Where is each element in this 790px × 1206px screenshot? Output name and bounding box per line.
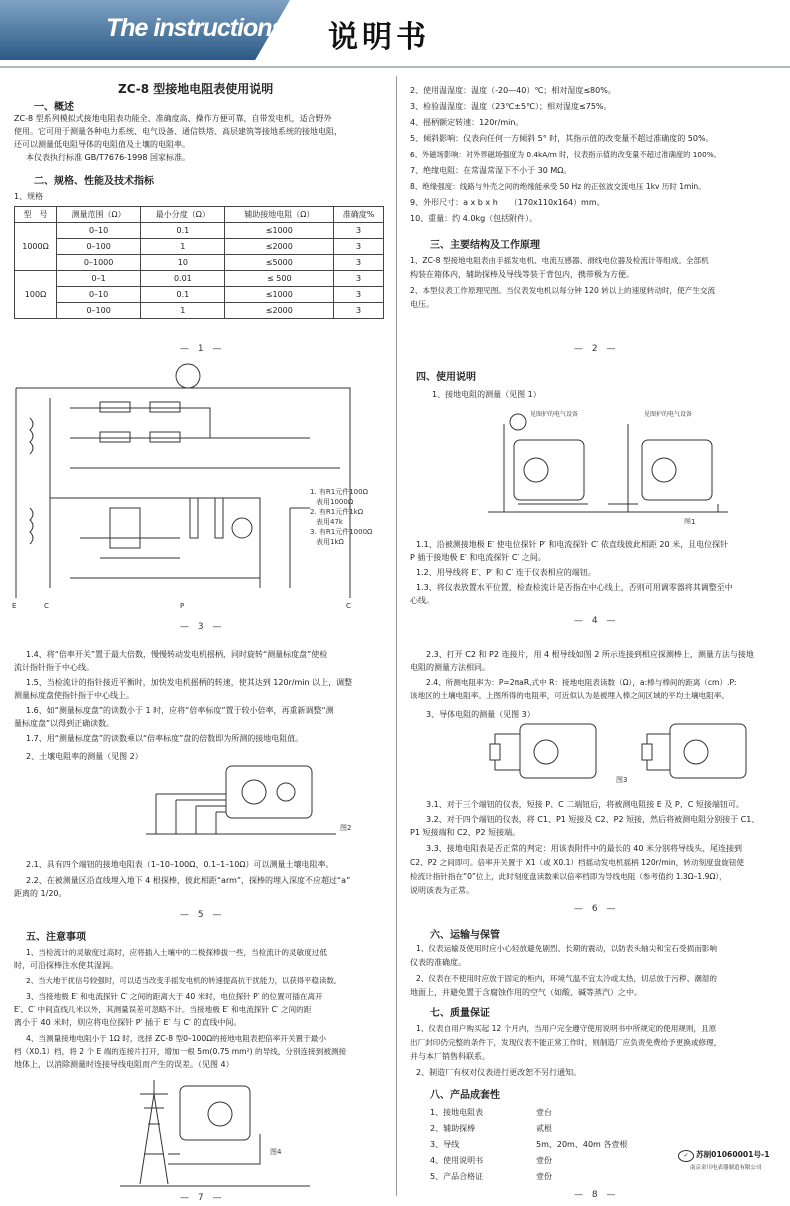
- p5-line-5: 1.6、如“测量标度盘”的读数小于 1 时，应将“倍率标度”置于较小倍率，再重新调整“测: [26, 706, 334, 715]
- p6-line-5: 3、导体电阻的测量（见图 3）: [426, 710, 535, 719]
- kit-item-name: 2、辅助探棒: [430, 1124, 476, 1133]
- circuit-note: 1. 有R1元件100Ω: [310, 488, 368, 496]
- structure-line-4: 电压。: [410, 300, 434, 309]
- table-cell: 3: [334, 271, 384, 287]
- page-number-3: — 3 —: [180, 622, 225, 632]
- structure-line-2: 构装在箱体内，辅助探棒及导线等装于背包内，携带极为方便。: [410, 270, 634, 279]
- p6-line-1: 2.3、打开 C2 和 P2 连接片，用 4 根导线如图 2 所示连接到相应探测棒上，测量方法与接地: [426, 650, 754, 659]
- table-cell: ≤ 500: [225, 271, 334, 287]
- kit-item-name: 5、产品合格证: [430, 1172, 484, 1181]
- p6-line-4: 该地区的土壤电阻率。上图所得的电阻率，可近似认为是被埋入棒之间区域的平均土壤电阻率。: [410, 691, 729, 700]
- kit-item-qty: 壹份: [536, 1172, 552, 1181]
- spec-subtitle: 1、规格: [14, 192, 44, 201]
- table-cell: ≤1000: [225, 223, 334, 239]
- circuit-note: 表用1kΩ: [316, 538, 344, 546]
- intro-line-1: ZC-8 型系列模拟式接地电阻表功能全、准确度高、操作方便可靠，自带发电机，适合野外: [14, 114, 332, 123]
- figure-2: [136, 764, 376, 846]
- kit-item-qty: 5m、20m、40m 各壹根: [536, 1140, 628, 1149]
- table-cell: 0–10: [57, 287, 141, 303]
- table-cell: 0–100: [57, 239, 141, 255]
- terminal-label-c2: C: [346, 602, 351, 610]
- meter-body-fig4: [180, 1086, 250, 1140]
- page4-section: 四、使用说明: [416, 372, 476, 383]
- table-row: [15, 271, 384, 287]
- p8-transport-2: 仪表的准确度。: [410, 958, 466, 967]
- p5-line-6: 量标度盘”以得到正确读数。: [14, 719, 115, 728]
- table-cell: 3: [334, 255, 384, 271]
- usage-line-5: 心线。: [410, 596, 434, 605]
- table-cell: 0–10: [57, 223, 141, 239]
- table-cell: 0.1: [141, 287, 225, 303]
- tower-symbol: [140, 1080, 168, 1184]
- table-cell: 1: [141, 303, 225, 319]
- p7-line-8: 档（X0.1）档，将 2 个 E 端的连接片打开，增加一根 5m(0.75 mm²) 的导线，分别连接到被测接: [14, 1047, 347, 1056]
- page7-section: 五、注意事项: [26, 932, 86, 943]
- table-cell: ≤2000: [225, 303, 334, 319]
- page1-section1: 一、概述: [34, 102, 74, 113]
- spec-item-4: 4、摇柄额定转速：120r/min。: [410, 118, 524, 127]
- figure-1: [488, 404, 738, 524]
- table-header: 最小分度（Ω）: [141, 207, 225, 223]
- terminal-label-p: P: [180, 602, 185, 610]
- p6-after-7: 说明该表为正常。: [410, 886, 474, 895]
- table-cell: 3: [334, 223, 384, 239]
- p6-after-6: 检流计指针指在“0”位上，此时刻度盘读数乘以倍率档即为导线电阻（参考值约 1.3Ω–1.9Ω），: [410, 872, 727, 881]
- p8-warranty-4: 2、制造厂有权对仪表进行更改恕不另行通知。: [416, 1068, 582, 1077]
- page-number-5: — 5 —: [180, 910, 225, 920]
- page-number-2: — 2 —: [574, 344, 619, 354]
- circuit-note: 表用1000Ω: [316, 498, 354, 506]
- spec-table: [14, 206, 384, 319]
- page1-section2: 二、规格、性能及技术指标: [34, 176, 154, 187]
- table-cell: 3: [334, 303, 384, 319]
- p7-line-3: 2、当大地干扰信号较强时，可以适当改变手摇发电机的转速提高抗干扰能力，以获得平稳读数。: [26, 976, 342, 985]
- p6-after-2: 3.2、对于四个端钮的仪表，将 C1、P1 短接及 C2、P2 短接，然后将被测电阻分别接于 C1、: [426, 815, 760, 824]
- usage-line-2: P 插于接地极 E′ 和电流探针 C′ 之间。: [410, 553, 546, 562]
- p6-line-2: 电阻的测量方法相同。: [410, 663, 490, 672]
- structure-line-3: 2、本型仪表工作原理见图。当仪表发电机以每分钟 120 转以上的速度转动时，使产生交流: [410, 286, 716, 295]
- certificate-number: 苏制01060001号-1: [696, 1150, 770, 1159]
- table-header: 型 号: [15, 207, 57, 223]
- p7-line-6: 离小于 40 米时，则应将电位探针 P′ 插于 E′ 与 C′ 的直线中间。: [14, 1018, 242, 1027]
- p6-line-3: 2.4、所测电阻率为：P=2πaR,式中 R：接地电阻表读数（Ω），a:棒与棒间的距离（cm）.P:: [426, 678, 737, 687]
- page8-section7: 七、质量保证: [430, 1008, 490, 1019]
- spec-item-2: 2、使用温湿度：温度（-20—40）℃；相对湿度≤80%。: [410, 86, 616, 95]
- intro-line-3: 还可以测量低电阻导体的电阻值及土壤的电阻率。: [14, 140, 190, 149]
- p8-transport-4: 地面上，并避免置于含腐蚀作用的空气（如酸、碱等蒸汽）之中。: [410, 988, 642, 997]
- p8-transport-1: 1、仪表运输及使用时应小心轻放避免剧烈、长期的震动，以防表头轴尖和宝石受损而影响: [416, 944, 717, 953]
- table-header-row: [15, 207, 384, 223]
- p6-after-4: 3.3、接地电阻表是否正常的判定：用该表附件中的最长的 40 米分别将导线头、尾连接到: [426, 844, 742, 853]
- p6-after-1: 3.1、对于三个端钮的仪表，短接 P、C 二端钮后，将被测电阻接 E 及 P、C 短接端钮可。: [426, 800, 744, 809]
- p5-line-4: 测量标度盘使指针指于中心线上。: [14, 691, 134, 700]
- cmc-logo-icon: ✓: [678, 1150, 694, 1162]
- figure-3: [480, 722, 760, 792]
- p8-warranty-2: 出厂封印仍完整的条件下，发现仪表不能正常工作时，则制造厂应负责免费给予更换或修理，: [410, 1038, 722, 1047]
- usage-line-1: 1.1、沿被测接地极 E′ 使电位探针 P′ 和电流探针 C′ 依直线彼此相距 20 米，且电位探针: [416, 540, 729, 549]
- page4-sub: 1、接地电阻的测量（见图 1）: [432, 390, 541, 399]
- table-cell: 0.1: [141, 223, 225, 239]
- generator-symbol: [176, 364, 200, 388]
- figure-1-label: 见图护的电气设备: [530, 411, 579, 418]
- table-cell: 10: [141, 255, 225, 271]
- table-cell: 3: [334, 287, 384, 303]
- kit-item-name: 1、接地电阻表: [430, 1108, 484, 1117]
- figure-4-caption: 图4: [270, 1148, 282, 1156]
- usage-line-3: 1.2、用导线将 E′、P′ 和 C′ 连于仪表相应的端钮。: [416, 568, 596, 577]
- figure-2-caption: 图2: [340, 824, 352, 832]
- kit-item-name: 4、使用说明书: [430, 1156, 484, 1165]
- table-cell: 1: [141, 239, 225, 255]
- kit-item-qty: 壹台: [536, 1108, 552, 1117]
- circuit-note: 3. 有R1元件1000Ω: [310, 528, 373, 536]
- table-cell: 0–1: [57, 271, 141, 287]
- page8-section8: 八、产品成套性: [430, 1090, 500, 1101]
- manufacturer-name: 南京金川电表器制造有限公司: [690, 1165, 762, 1171]
- spec-item-6: 6、外磁场影响：对外界磁场强度为 0.4kA/m 时，仪表指示值的改变量不超过准确度的 100%。: [410, 150, 721, 159]
- page-number-1: — 1 —: [180, 344, 225, 354]
- table-row: [15, 255, 384, 271]
- p5-line-1: 1.4、将“倍率开关”置于最大倍数，慢慢转动发电机摇柄，同时旋转“测量标度盘”使检: [26, 650, 328, 659]
- p5-after-3: 距离的 1/20。: [14, 889, 67, 898]
- kit-item-qty: 壹份: [536, 1156, 552, 1165]
- p8-transport-3: 2、仪表在不使用时应放于固定的柜内，环境气温不宜太冷或太热，切忌放于污秽、潮湿的: [416, 974, 717, 983]
- terminal-label-c1: C: [44, 602, 49, 610]
- kit-item-name: 3、导线: [430, 1140, 460, 1149]
- table-header: 辅助接地电阻（Ω）: [225, 207, 334, 223]
- table-cell: 0.01: [141, 271, 225, 287]
- p8-warranty-1: 1、仪表自用户购买起 12 个月内，当用户完全遵守使用说明书中所规定的使用规则，且原: [416, 1024, 717, 1033]
- page2-section3: 三、主要结构及工作原理: [430, 240, 540, 251]
- spec-item-7: 7、绝缘电阻：在常温常湿下不小于 30 MΩ。: [410, 166, 572, 175]
- p7-line-4: 3、当接地极 E′ 和电流探针 C′ 之间的距离大于 40 米时，电位探针 P′ 的位置可插在离开: [26, 992, 323, 1001]
- p7-line-5: E′、C′ 中间直线几米以外，其测量误差可忽略不计。当接地极 E′ 和电流探针 C′ 之间的距: [14, 1005, 312, 1014]
- p5-after-2: 2.2、在被测量区沿直线埋入地下 4 根探棒，彼此相距“arm”，探棒的埋入深度不应超过“a”: [26, 876, 351, 885]
- page8-section6: 六、运输与保管: [430, 930, 500, 941]
- table-cell: ≤1000: [225, 287, 334, 303]
- figure-3-caption: 图3: [616, 776, 628, 784]
- p5-line-3: 1.5、当检流计的指针接近平衡时，加快发电机摇柄的转速，使其达到 120r/min 以上，调整: [26, 678, 353, 687]
- page-number-7: — 7 —: [180, 1193, 225, 1203]
- header-english-title: The instructions: [106, 14, 285, 42]
- table-cell: 0–100: [57, 303, 141, 319]
- p5-line-8: 2、土壤电阻率的测量（见图 2）: [26, 752, 143, 761]
- p6-after-5: C2、P2 之间即可。倍率开关置于 X1（或 X0.1）档摇动发电机摇柄 120r/min，转动刻度盘旋钮使: [410, 858, 745, 867]
- usage-line-4: 1.3、将仪表放置水平位置，检查检流计是否指在中心线上，否则可用调零器将其调整至中: [416, 583, 733, 592]
- circuit-diagram: [10, 358, 388, 610]
- spec-item-5: 5、倾斜影响：仪表向任何一方倾斜 5° 时，其指示值的改变量不超过准确度的 50%。: [410, 134, 714, 143]
- table-row: [15, 303, 384, 319]
- model-cell: 100Ω: [15, 271, 57, 319]
- page1-title: ZC-8 型接地电阻表使用说明: [118, 82, 274, 96]
- table-header: 测量范围（Ω）: [57, 207, 141, 223]
- meter-body-fig2: [226, 766, 312, 818]
- circuit-note: 2. 有R1元件1kΩ: [310, 508, 364, 516]
- table-cell: 3: [334, 239, 384, 255]
- spec-item-8: 8、绝缘强度：线路与外壳之间的绝缘能承受 50 Hz 的正弦波交流电压 1kv 历时 1min。: [410, 182, 706, 191]
- header-chinese-title: 说明书: [328, 20, 430, 55]
- column-divider: [396, 76, 397, 1196]
- spec-item-10: 10、重量：约 4.0kg（包括附件）。: [410, 214, 538, 223]
- page-number-6: — 6 —: [574, 904, 619, 914]
- figure-1-caption: 图1: [684, 518, 696, 524]
- structure-line-1: 1、ZC-8 型接地电阻表由手摇发电机、电流互感器、滑线电位器及检流计等组成。全部机: [410, 256, 709, 265]
- p5-line-7: 1.7、用“测量标度盘”的读数乘以“倍率标度”盘的倍数即为所测的接地电阻值。: [26, 734, 304, 743]
- model-cell: 1000Ω: [15, 223, 57, 271]
- table-row: [15, 223, 384, 239]
- page-number-8: — 8 —: [574, 1190, 619, 1200]
- p5-line-2: 流计指针指于中心线。: [14, 663, 94, 672]
- p7-line-7: 4、当测量接地电阻小于 1Ω 时，选择 ZC-8 型0–100Ω的接地电阻表把倍率开关置于最小: [26, 1034, 326, 1043]
- page-number-4: — 4 —: [574, 616, 619, 626]
- table-cell: 0–1000: [57, 255, 141, 271]
- circuit-note: 表用47k: [316, 518, 343, 526]
- p7-line-1: 1、当检流计的灵敏度过高时，应将插入土壤中的二极探棒拔一些，当检流计的灵敏度过低: [26, 948, 327, 957]
- table-row: [15, 239, 384, 255]
- p5-after-1: 2.1、具有四个端钮的接地电阻表（1–10–100Ω、0.1–1–10Ω）可以测量土壤电阻率。: [26, 860, 334, 869]
- p7-line-9: 地体上，以消除测量时连接导线电阻而产生的误差。（见图 4）: [14, 1060, 234, 1069]
- table-cell: ≤5000: [225, 255, 334, 271]
- header-banner: [0, 0, 790, 68]
- intro-line-4: 本仪表执行标准 GB/T7676-1998 国家标准。: [26, 153, 190, 162]
- terminal-label-e: E: [12, 602, 17, 610]
- figure-1-label-2: 见图护的电气设备: [644, 411, 693, 418]
- table-cell: ≤2000: [225, 239, 334, 255]
- table-header: 准确度%: [334, 207, 384, 223]
- table-row: [15, 287, 384, 303]
- p6-after-3: P1 短接端和 C2、P2 短接端。: [410, 828, 521, 837]
- spec-item-9: 9、外形尺寸：a x b x h （170x110x164）mm。: [410, 198, 605, 207]
- spec-item-3: 3、检验温湿度：温度（23℃±5℃）；相对湿度≤75%。: [410, 102, 612, 111]
- p7-line-2: 时，可沿探棒注水使其湿润。: [14, 961, 118, 970]
- figure-4: [120, 1074, 320, 1192]
- kit-item-qty: 贰根: [536, 1124, 552, 1133]
- intro-line-2: 使用。它可用于测量各种电力系统、电气设备、通信铁塔、高层建筑等接地系统的接地电阻，: [14, 127, 342, 136]
- p8-warranty-3: 并与本厂销售科联系。: [410, 1052, 490, 1061]
